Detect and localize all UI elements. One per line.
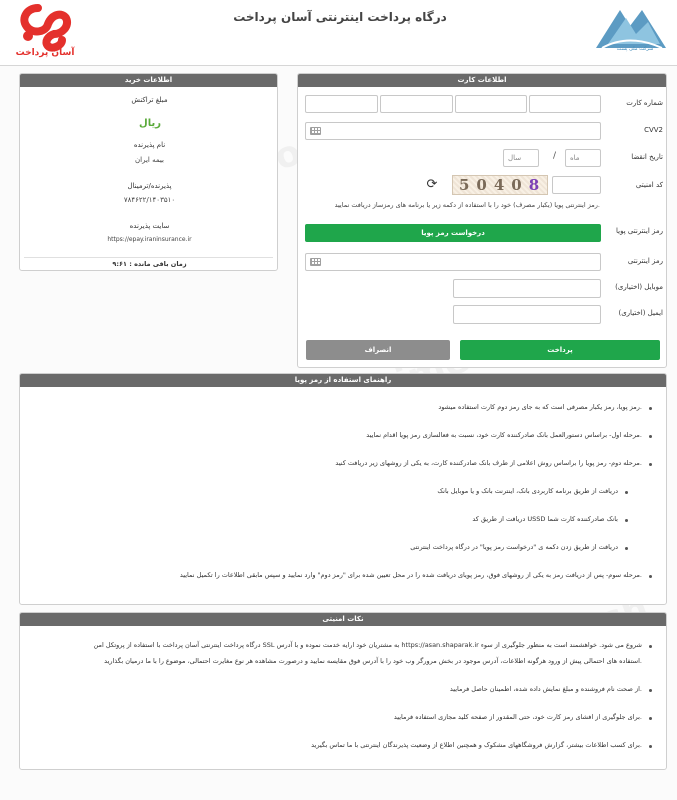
bullet	[649, 407, 652, 410]
captcha-image	[452, 175, 548, 195]
cvv2-label: CVV2	[644, 126, 663, 134]
captcha-input[interactable]	[552, 176, 601, 194]
bullet	[625, 519, 628, 522]
list-item-continued: استفاده های احتمالی پیش از ورود هرگونه اطلاعات، آدرس موجود در بخش مرورگر وب خود را با آدرس فوق مقایسه نمایید و درصورت مشاهده هر نوع مغایرت احتمالی، موضوع را با ما درمیان بگذارید.	[104, 657, 642, 665]
keyboard-icon[interactable]	[310, 258, 321, 266]
card-number-input-1[interactable]	[529, 95, 601, 113]
cancel-button[interactable]: انصراف	[306, 340, 450, 360]
pin-input[interactable]	[305, 253, 601, 271]
expiry-year-input[interactable]: سال	[503, 149, 539, 167]
time-remaining: زمان باقی مانده : ۹:۶۱	[112, 260, 187, 268]
amount-label: مبلغ تراکنش	[131, 96, 168, 104]
list-item: برای جلوگیری از افشای رمز کارت خود، حتی المقدور از صفحه کلید مجازی استفاده فرمایید.	[393, 713, 642, 721]
list-item: دریافت از طریق زدن دکمه ی "درخواست رمز پویا" در درگاه پرداخت اینترنتی	[410, 543, 618, 551]
merchant-label: نام پذیرنده	[133, 141, 166, 149]
request-otp-button[interactable]: درخواست رمز پویا	[305, 224, 601, 242]
captcha-code-last: 8	[528, 176, 547, 194]
expiry-separator: /	[553, 151, 557, 161]
purchase-info-heading: اطلاعات خرید	[20, 74, 277, 87]
page-title: درگاه پرداخت اینترنتی آسان پرداخت	[233, 10, 447, 24]
card-number-input-3[interactable]	[380, 95, 453, 113]
divider	[24, 257, 273, 258]
list-item: مرحله دوم- رمز پویا را براساس روش اعلامی از طرف بانک صادرکننده کارت، به یکی از روشهای زیر دریافت کنید.	[335, 459, 642, 467]
card-number-input-4[interactable]	[305, 95, 378, 113]
list-item: دریافت از طریق برنامه کاربردی بانک، اینترنت بانک و یا موبایل بانک	[437, 487, 618, 495]
bullet	[649, 435, 652, 438]
captcha-label: کد امنیتی	[635, 181, 663, 189]
terminal-value: ۷۸۴۶۲۲/۱۴۰۳۵۱۰	[123, 196, 176, 204]
bullet	[625, 491, 628, 494]
merchant-name: بیمه ایران	[135, 156, 164, 164]
pin-label: رمز اینترنتی	[627, 257, 663, 265]
pay-button[interactable]: پرداخت	[460, 340, 660, 360]
card-info-heading: اطلاعات کارت	[298, 74, 666, 87]
list-item: برای کسب اطلاعات بیشتر، گزارش فروشگاههای مشکوک و همچنین اطلاع از وضعیت پذیرندگان اینترنتی با ما تماس بگیرید.	[311, 741, 642, 749]
email-label: ایمیل (اختیاری)	[618, 309, 663, 317]
captcha-code: 5040	[459, 176, 529, 194]
mobile-input[interactable]	[453, 279, 601, 298]
otp-hint-text: رمز اینترنتی پویا (یکبار مصرف) خود را با استفاده از دکمه زیر یا برنامه های رمزساز دریافت نمایید.	[334, 201, 600, 209]
bullet	[649, 689, 652, 692]
bank-logo-text: شرکت ملی پست	[616, 46, 654, 52]
otp-guide-heading: راهنمای استفاده از رمز پویا	[20, 374, 666, 387]
bank-logo-icon	[590, 4, 672, 62]
card-number-label: شماره کارت	[626, 99, 663, 107]
keyboard-icon[interactable]	[310, 127, 321, 135]
card-number-input-2[interactable]	[455, 95, 527, 113]
purchase-info-panel	[19, 73, 278, 271]
list-item: رمز پویا، رمز یکبار مصرفی است که به جای رمز دوم کارت استفاده میشود.	[438, 403, 642, 411]
list-item: مرحله اول- براساس دستورالعمل بانک صادرکننده کارت خود، نسبت به فعالسازی رمز پویا اقدام نمایید.	[366, 431, 642, 439]
email-input[interactable]	[453, 305, 601, 324]
site-url: https://epay.iraninsurance.ir	[107, 236, 192, 243]
expiry-label: تاریخ انقضا	[631, 153, 663, 161]
list-item: مرحله سوم- پس از دریافت رمز به یکی از روشهای فوق، رمز پویای دریافت شده را در محل تعیین شده برای "رمز دوم" وارد نمایید و سپس مابقی اطلاعات را تکمیل نمایید.	[179, 571, 642, 579]
otp-label: رمز اینترنتی پویا	[616, 227, 663, 235]
list-item: دریافت از طریق کد USSD بانک صادرکننده کارت شما	[472, 515, 618, 523]
mobile-label: موبایل (اختیاری)	[615, 283, 663, 291]
list-item: درگاه پرداخت اینترنتی آسان پرداخت با استفاده از پروتکل امن SSL به مشتریان خود ارایه خدمت نموده و با آدرس https://asan.shaparak.ir شروع می شود. خواهشمند است به منظور جلوگیری از سوء	[93, 641, 642, 649]
brand-name: آسان پرداخت	[15, 48, 75, 58]
cvv2-input[interactable]	[305, 122, 601, 140]
security-tips-heading: نکات امنیتی	[20, 613, 666, 626]
bullet	[649, 463, 652, 466]
bullet	[649, 717, 652, 720]
refresh-captcha-icon[interactable]: ⟳	[426, 177, 438, 192]
expiry-month-input[interactable]: ماه	[565, 149, 601, 167]
bullet	[649, 745, 652, 748]
bullet	[649, 575, 652, 578]
list-item: از صحت نام فروشنده و مبلغ نمایش داده شده، اطمینان حاصل فرمایید.	[449, 685, 642, 693]
rial-currency-icon: ریال	[139, 118, 161, 129]
bullet	[649, 645, 652, 648]
terminal-label: پذیرنده/ترمینال	[127, 182, 172, 190]
bullet	[625, 547, 628, 550]
site-label: سایت پذیرنده	[129, 222, 170, 230]
